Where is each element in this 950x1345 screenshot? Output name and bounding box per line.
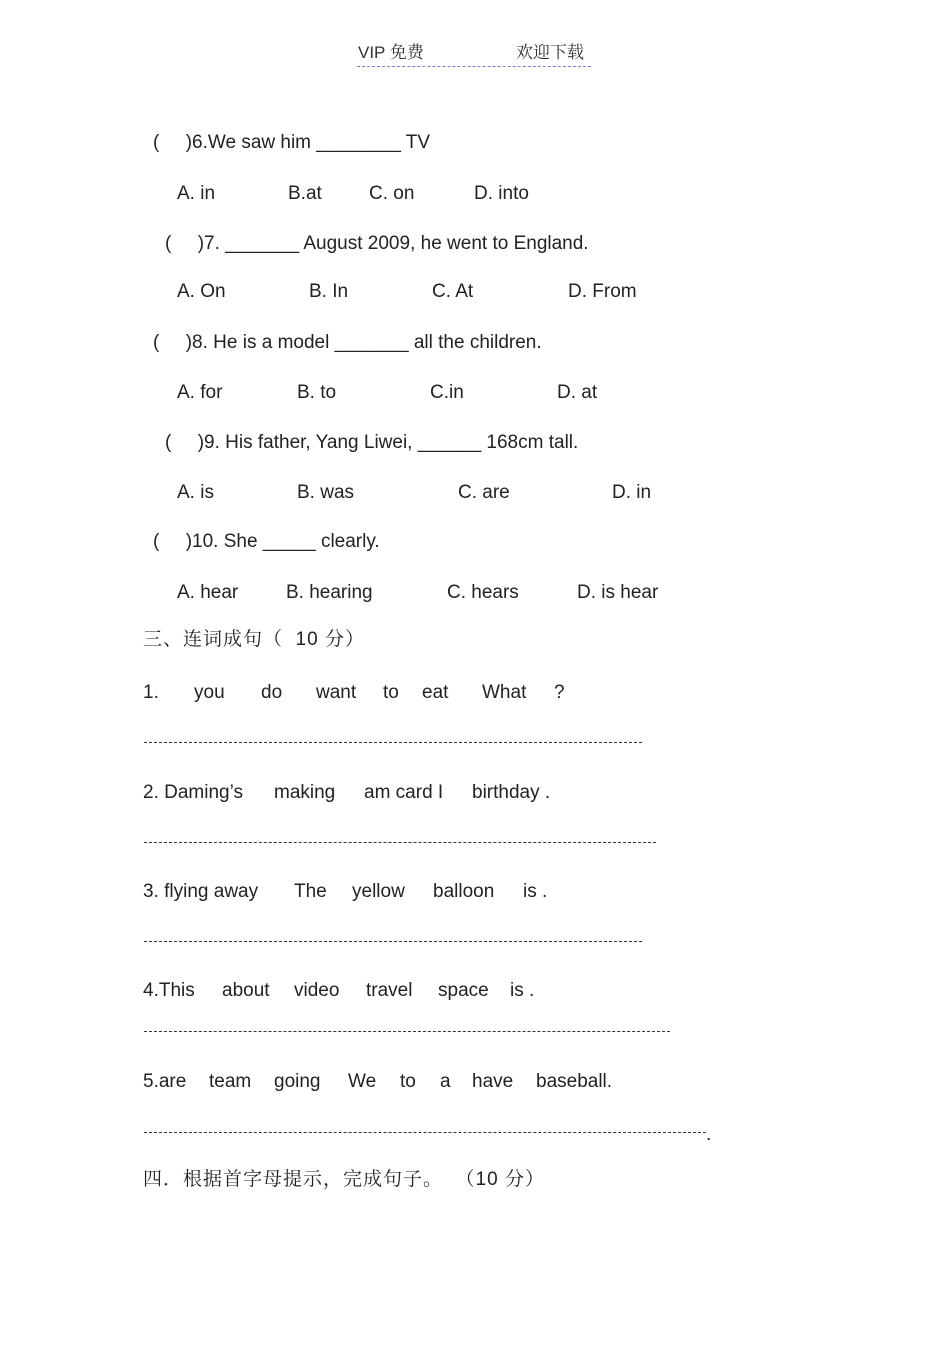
question-9-stem: ( )9. His father, Yang Liwei, ______ 168cm tall. bbox=[165, 432, 579, 453]
question-6-option-d: D. into bbox=[474, 183, 529, 204]
word-4-4: travel bbox=[366, 980, 413, 1001]
question-7-option-c: C. At bbox=[432, 281, 474, 302]
word-1-8: ? bbox=[554, 682, 565, 703]
word-1-3: do bbox=[261, 682, 283, 703]
word-5-5: to bbox=[400, 1071, 416, 1092]
word-2-1: 2. Daming’s bbox=[143, 782, 243, 803]
question-7-stem: ( )7. _______ August 2009, he went to England. bbox=[165, 233, 589, 254]
word-5-7: have bbox=[472, 1071, 514, 1092]
word-3-1: 3. flying away bbox=[143, 881, 259, 902]
word-1-4: want bbox=[316, 682, 357, 703]
answer-line-4 bbox=[144, 1031, 670, 1032]
word-5-6: a bbox=[440, 1071, 451, 1092]
word-4-2: about bbox=[222, 980, 270, 1001]
word-3-2: The bbox=[294, 881, 327, 902]
word-1-7: What bbox=[482, 682, 527, 703]
question-8-option-c: C.in bbox=[430, 382, 464, 403]
question-9-option-b: B. was bbox=[297, 482, 355, 503]
question-9-option-d: D. in bbox=[612, 482, 652, 503]
section-4-title: 四．根据首字母提示，完成句子。 （10 分） bbox=[143, 1169, 545, 1190]
answer-line-1 bbox=[144, 742, 642, 743]
answer-line-5-end-mark: . bbox=[706, 1124, 712, 1145]
question-8-option-b: B. to bbox=[297, 382, 337, 403]
question-7-option-b: B. In bbox=[309, 281, 349, 302]
word-5-3: going bbox=[274, 1071, 321, 1092]
word-4-6: is . bbox=[510, 980, 535, 1001]
answer-line-3 bbox=[144, 941, 642, 942]
word-5-2: team bbox=[209, 1071, 252, 1092]
word-2-4: birthday . bbox=[472, 782, 551, 803]
word-1-5: to bbox=[383, 682, 399, 703]
header-welcome-download: 欢迎下载 bbox=[516, 43, 584, 62]
word-5-8: baseball. bbox=[536, 1071, 613, 1092]
word-5-1: 5.are bbox=[143, 1071, 187, 1092]
question-8-option-a: A. for bbox=[177, 382, 223, 403]
question-9-option-c: C. are bbox=[458, 482, 510, 503]
word-1-1: 1. bbox=[143, 682, 159, 703]
question-10-option-b: B. hearing bbox=[286, 582, 373, 603]
question-9-option-a: A. is bbox=[177, 482, 214, 503]
word-3-5: is . bbox=[523, 881, 548, 902]
question-6-option-c: C. on bbox=[369, 183, 415, 204]
question-6-option-a: A. in bbox=[177, 183, 216, 204]
question-7-option-d: D. From bbox=[568, 281, 637, 302]
header-vip-free: VIP 免费 bbox=[358, 43, 424, 62]
word-3-3: yellow bbox=[352, 881, 405, 902]
question-6-stem: ( )6.We saw him ________ TV bbox=[153, 132, 431, 153]
question-10-stem: ( )10. She _____ clearly. bbox=[153, 531, 380, 552]
word-3-4: balloon bbox=[433, 881, 495, 902]
question-8-option-d: D. at bbox=[557, 382, 598, 403]
word-5-4: We bbox=[348, 1071, 377, 1092]
word-2-2: making bbox=[274, 782, 336, 803]
word-2-3: am card I bbox=[364, 782, 444, 803]
question-8-stem: ( )8. He is a model _______ all the children. bbox=[153, 332, 542, 353]
question-10-option-c: C. hears bbox=[447, 582, 519, 603]
question-7-option-a: A. On bbox=[177, 281, 226, 302]
answer-line-5 bbox=[144, 1132, 706, 1133]
question-6-option-b: B.at bbox=[288, 183, 322, 204]
question-10-option-a: A. hear bbox=[177, 582, 239, 603]
word-1-6: eat bbox=[422, 682, 449, 703]
word-4-1: 4.This bbox=[143, 980, 195, 1001]
section-3-title: 三、连词成句（ 10 分） bbox=[143, 629, 365, 650]
answer-line-2 bbox=[144, 842, 656, 843]
page-header bbox=[357, 42, 591, 67]
question-10-option-d: D. is hear bbox=[577, 582, 659, 603]
word-4-5: space bbox=[438, 980, 489, 1001]
word-1-2: you bbox=[194, 682, 225, 703]
word-4-3: video bbox=[294, 980, 340, 1001]
